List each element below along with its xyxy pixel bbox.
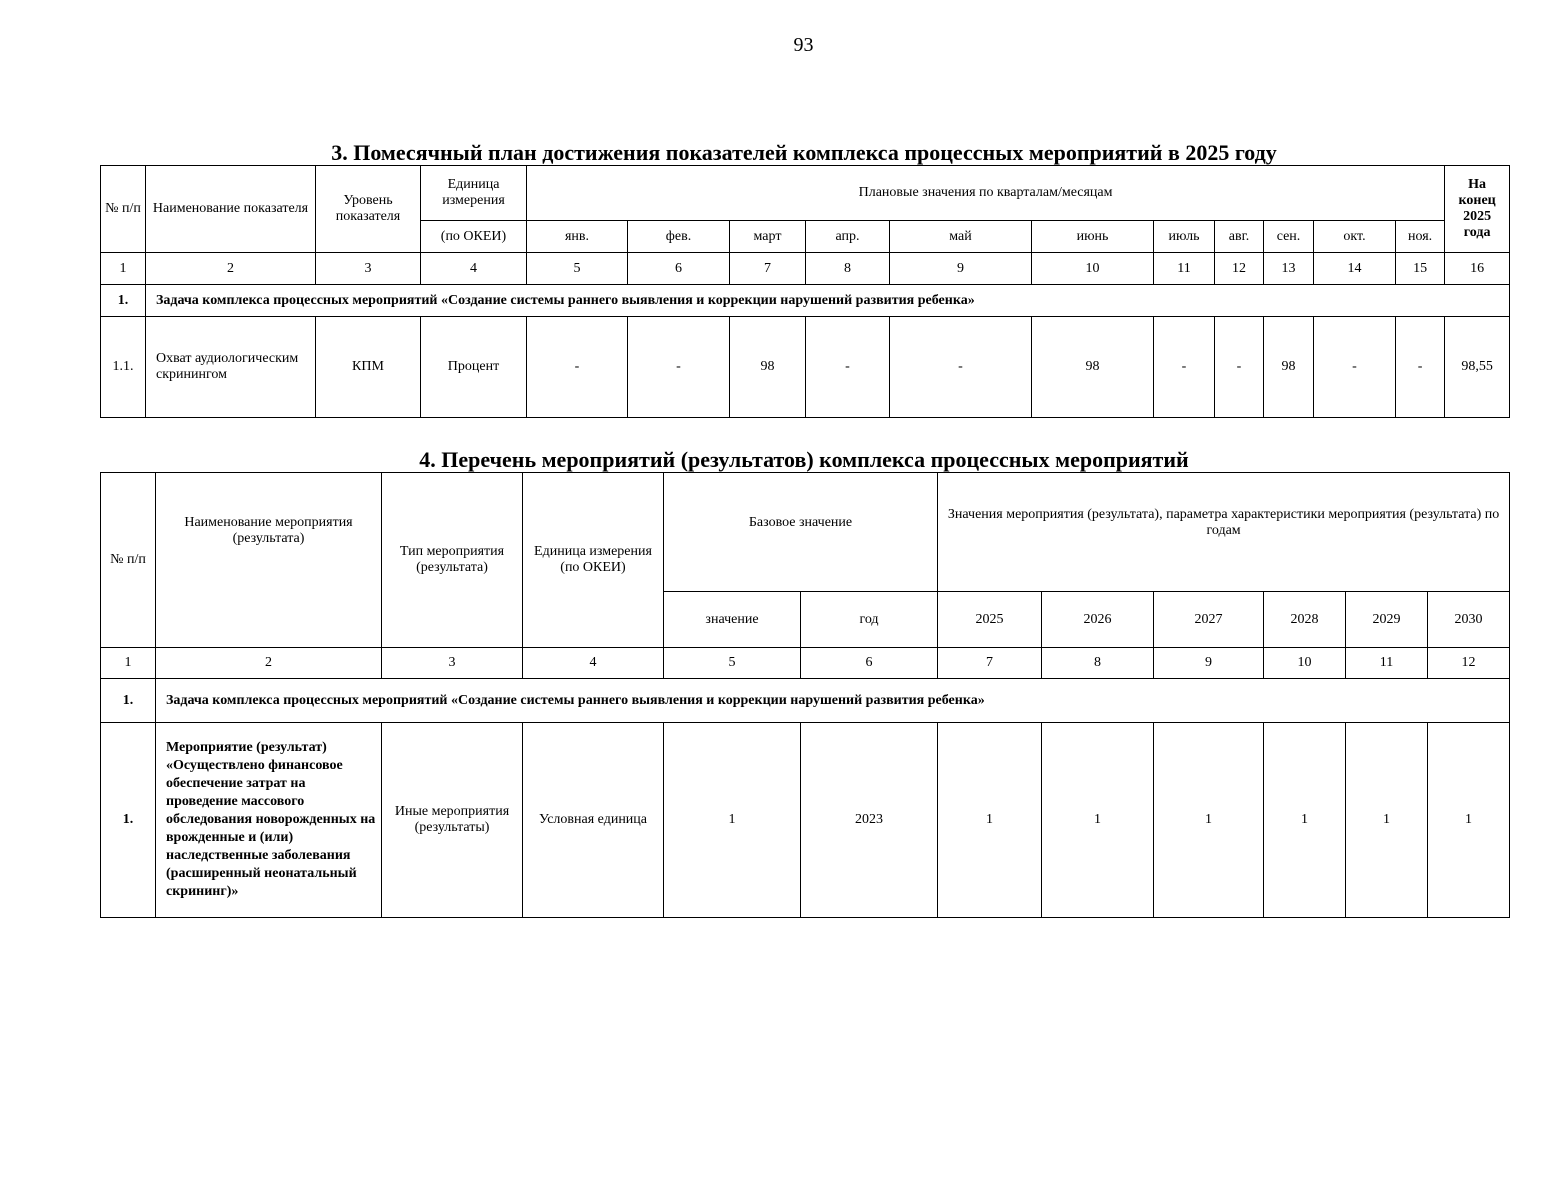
measure-row (101, 723, 1510, 918)
header-month: ноя. (1396, 221, 1445, 253)
header-num: № п/п (101, 473, 156, 648)
header-indicator-level: Уровень показателя (316, 166, 421, 253)
column-number: 15 (1396, 253, 1445, 285)
section-4-title: 4. Перечень мероприятий (результатов) комплекса процессных мероприятий (419, 447, 1189, 472)
month-value: - (890, 317, 1032, 418)
measure-number: 1. (101, 723, 156, 918)
header-year: 2028 (1264, 592, 1346, 648)
month-value: - (1154, 317, 1215, 418)
task-text: Задача комплекса процессных мероприятий «Создание системы раннего выявления и коррекции нарушений развития ребенка» (156, 679, 1510, 723)
header-unit-okei: (по ОКЕИ) (421, 221, 527, 253)
column-number: 3 (316, 253, 421, 285)
header-unit: Единица измерения (по ОКЕИ) (523, 473, 664, 648)
header-month: апр. (806, 221, 890, 253)
header-month: окт. (1314, 221, 1396, 253)
column-number: 9 (1154, 648, 1264, 679)
year-value: 1 (1264, 723, 1346, 918)
column-number-row (101, 253, 1510, 285)
column-number: 12 (1428, 648, 1510, 679)
column-number: 6 (628, 253, 730, 285)
header-month: фев. (628, 221, 730, 253)
column-number: 9 (890, 253, 1032, 285)
section-3-title: 3. Помесячный план достижения показателей комплекса процессных мероприятий в 2025 году (331, 140, 1277, 165)
header-month: авг. (1215, 221, 1264, 253)
column-number: 7 (730, 253, 806, 285)
header-month: июль (1154, 221, 1215, 253)
end-of-year-value: 98,55 (1445, 317, 1510, 418)
header-base-value-year: год (801, 592, 938, 648)
month-value: - (628, 317, 730, 418)
column-number: 12 (1215, 253, 1264, 285)
header-month: май (890, 221, 1032, 253)
column-number: 1 (101, 648, 156, 679)
column-number: 11 (1346, 648, 1428, 679)
indicator-name: Охват аудиологическим скринингом (146, 317, 316, 418)
year-value: 1 (938, 723, 1042, 918)
column-number: 10 (1264, 648, 1346, 679)
column-number: 8 (806, 253, 890, 285)
column-number: 1 (101, 253, 146, 285)
task-row (101, 679, 1510, 723)
month-value: - (806, 317, 890, 418)
header-base-value: Базовое значение (664, 473, 938, 592)
year-value: 1 (1154, 723, 1264, 918)
column-number: 11 (1154, 253, 1215, 285)
year-value: 1 (1042, 723, 1154, 918)
header-month: март (730, 221, 806, 253)
header-unit: Единица измерения (421, 166, 527, 221)
task-number: 1. (101, 285, 146, 317)
column-number: 6 (801, 648, 938, 679)
column-number-row (101, 648, 1510, 679)
header-year: 2030 (1428, 592, 1510, 648)
column-number: 5 (664, 648, 801, 679)
column-number: 14 (1314, 253, 1396, 285)
header-measure-type: Тип мероприятия (результата) (382, 473, 523, 648)
base-value: 1 (664, 723, 801, 918)
header-measure-name: Наименование мероприятия (результата) (156, 473, 382, 648)
header-end-of-year: На конец 2025 года (1445, 166, 1510, 253)
column-number: 2 (146, 253, 316, 285)
header-year: 2027 (1154, 592, 1264, 648)
indicator-row (101, 317, 1510, 418)
column-number: 10 (1032, 253, 1154, 285)
column-number: 13 (1264, 253, 1314, 285)
measure-unit: Условная единица (523, 723, 664, 918)
month-value: 98 (1264, 317, 1314, 418)
year-value: 1 (1428, 723, 1510, 918)
header-month: янв. (527, 221, 628, 253)
header-values-by-year: Значения мероприятия (результата), параметра характеристики мероприятия (результата) по годам (938, 473, 1510, 592)
column-number: 2 (156, 648, 382, 679)
base-year: 2023 (801, 723, 938, 918)
column-number: 3 (382, 648, 523, 679)
indicator-number: 1.1. (101, 317, 146, 418)
header-month: июнь (1032, 221, 1154, 253)
task-row (101, 285, 1510, 317)
header-year: 2026 (1042, 592, 1154, 648)
month-value: 98 (730, 317, 806, 418)
page-number: 93 (793, 34, 814, 56)
column-number: 5 (527, 253, 628, 285)
indicator-level: КПМ (316, 317, 421, 418)
measure-name: Мероприятие (результат) «Осуществлено финансовое обеспечение затрат на проведение массового обследования новорожденных на врожденные и (или) наследственные заболевания (расширенный неонатальный скрининг)» (156, 723, 382, 918)
header-indicator-name: Наименование показателя (146, 166, 316, 253)
task-text: Задача комплекса процессных мероприятий «Создание системы раннего выявления и коррекции нарушений развития ребенка» (146, 285, 1510, 317)
month-value: - (1396, 317, 1445, 418)
header-year: 2025 (938, 592, 1042, 648)
header-num: № п/п (101, 166, 146, 253)
header-year: 2029 (1346, 592, 1428, 648)
column-number: 4 (523, 648, 664, 679)
column-number: 16 (1445, 253, 1510, 285)
month-value: - (1215, 317, 1264, 418)
header-base-value-value: значение (664, 592, 801, 648)
header-planned-values: Плановые значения по кварталам/месяцам (527, 166, 1445, 221)
month-value: 98 (1032, 317, 1154, 418)
task-number: 1. (101, 679, 156, 723)
column-number: 7 (938, 648, 1042, 679)
monthly-plan-table (100, 165, 1510, 418)
column-number: 8 (1042, 648, 1154, 679)
column-number: 4 (421, 253, 527, 285)
header-month: сен. (1264, 221, 1314, 253)
measure-type: Иные мероприятия (результаты) (382, 723, 523, 918)
year-value: 1 (1346, 723, 1428, 918)
indicator-unit: Процент (421, 317, 527, 418)
measures-table (100, 472, 1510, 918)
month-value: - (527, 317, 628, 418)
month-value: - (1314, 317, 1396, 418)
